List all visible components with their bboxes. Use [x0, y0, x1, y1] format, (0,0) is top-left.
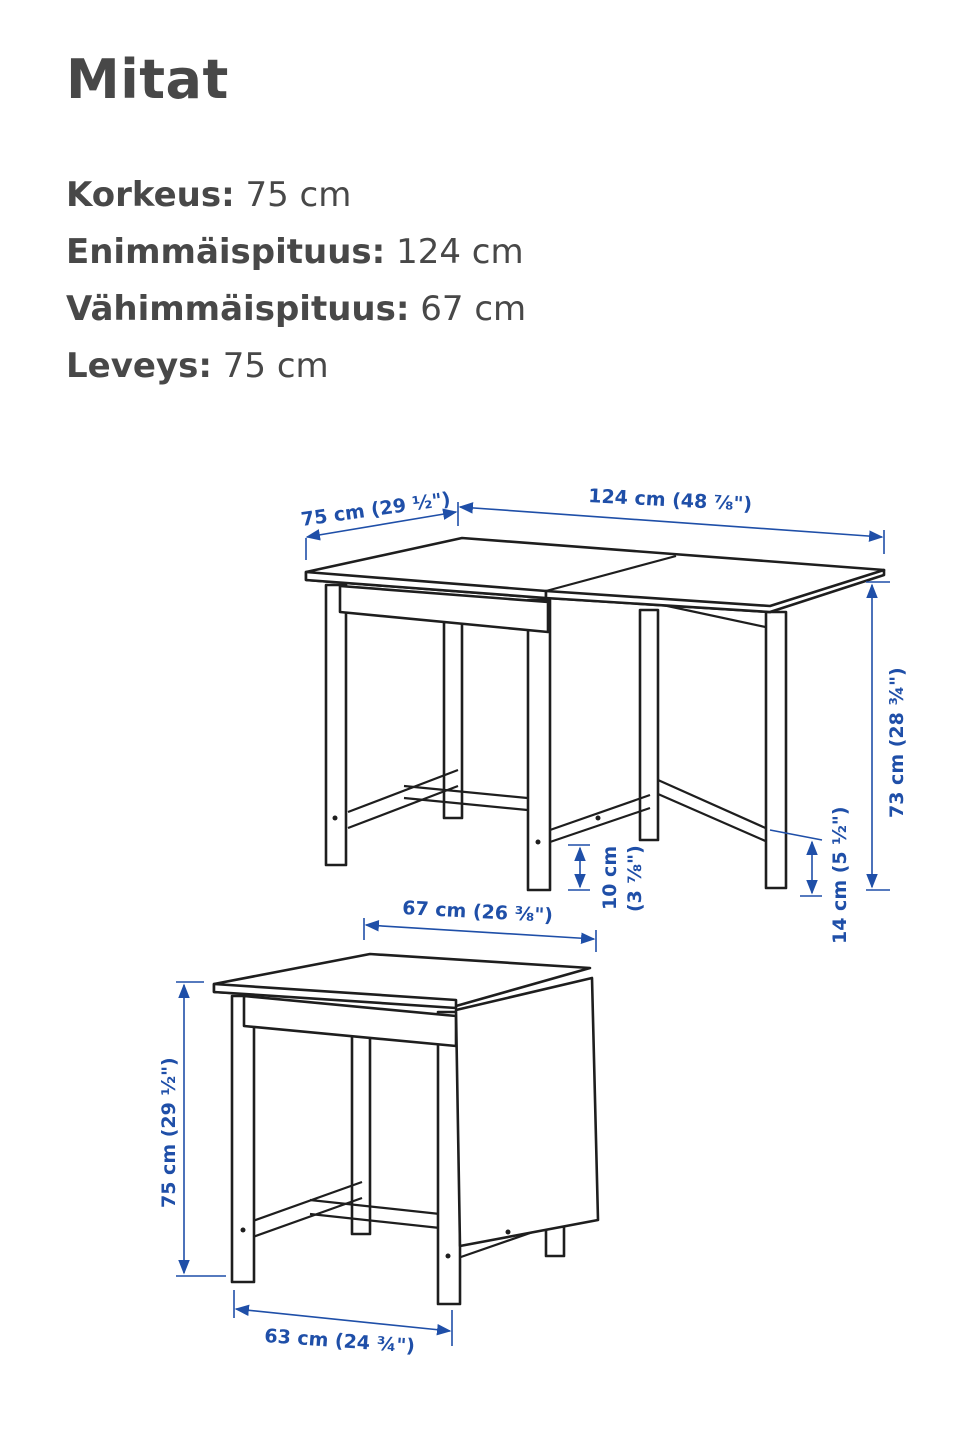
dim-top-width: 75 cm (29 ½") [299, 488, 452, 531]
spec-value: 67 cm [420, 289, 527, 329]
spec-label: Leveys: [66, 346, 212, 386]
dim-folded-depth: 63 cm (24 ¾") [263, 1325, 416, 1358]
dim-open-height: 73 cm (28 ¾") [886, 667, 908, 818]
dim-folded-length: 67 cm (26 ⅜") [401, 897, 554, 927]
spec-value: 75 cm [222, 346, 329, 386]
dim-stretcher-height-b: 14 cm (5 ½") [829, 806, 851, 944]
dim-top-length: 124 cm (48 ⅞") [587, 485, 753, 516]
spec-value: 75 cm [245, 175, 352, 215]
dim-folded-height: 75 cm (29 ½") [158, 1057, 180, 1208]
dim-stretcher-height-a: 10 cm [599, 845, 621, 910]
folded-table-drawing [214, 954, 598, 1304]
open-table-drawing [306, 538, 884, 890]
spec-label: Korkeus: [66, 175, 235, 215]
spec-value: 124 cm [396, 232, 524, 272]
spec-label: Enimmäispituus: [66, 232, 386, 272]
page-title: Mitat [66, 48, 229, 111]
spec-label: Vähimmäispituus: [66, 289, 410, 329]
dim-stretcher-height-a-inches: (3 ⅞") [624, 845, 646, 912]
